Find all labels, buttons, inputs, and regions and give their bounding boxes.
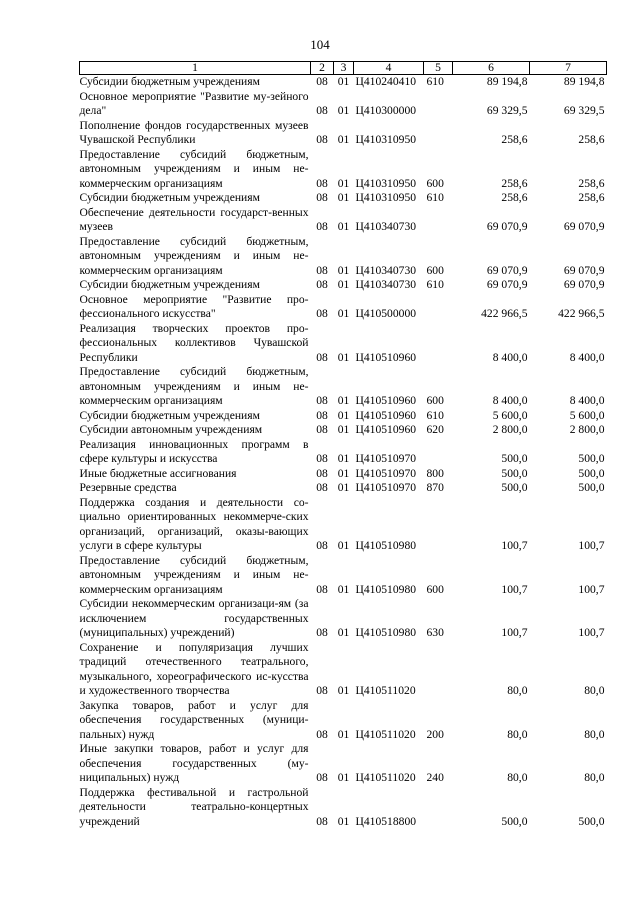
row-amount-1: 80,0 xyxy=(507,771,528,784)
row-target-article: Ц410511020 xyxy=(355,771,416,784)
table-row xyxy=(80,293,607,322)
row-amount-1: 258,6 xyxy=(501,176,528,190)
row-amount-2: 89 194,8 xyxy=(563,75,605,88)
row-target-article: Ц410510980 xyxy=(355,582,417,596)
page-number: 104 xyxy=(310,37,330,52)
header-col-2: 2 xyxy=(311,62,334,75)
row-name: Предоставление субсидий бюджетным, автономным учреждениям и иным не-коммерческим организациям xyxy=(79,234,309,277)
row-amount-1: 2 800,0 xyxy=(492,423,528,436)
row-target-article: Ц410310950 xyxy=(355,191,417,204)
row-amount-1: 100,7 xyxy=(501,626,528,639)
row-amount-1: 69 070,9 xyxy=(486,278,528,291)
row-amount-1: 500,0 xyxy=(501,466,528,480)
row-amount-2: 80,0 xyxy=(584,771,605,784)
row-subsection: 01 xyxy=(337,481,350,494)
table-row xyxy=(80,235,607,279)
row-subsection: 01 xyxy=(337,350,350,364)
row-subsection: 01 xyxy=(337,727,350,741)
table-body xyxy=(80,75,607,830)
row-name: Субсидии бюджетным учреждениям xyxy=(79,408,260,422)
row-amount-1: 8 400,0 xyxy=(492,350,528,364)
row-target-article: Ц410300000 xyxy=(355,104,417,117)
row-subsection: 01 xyxy=(337,408,350,422)
row-subsection: 01 xyxy=(337,626,350,639)
row-name: Сохранение и популяризация лучших традиций отечественного театрального, музыкального, хореографического ис-кусства и художественного творчества xyxy=(79,640,309,697)
row-section: 08 xyxy=(316,727,328,741)
table-row xyxy=(80,481,607,496)
row-target-article: Ц410510960 xyxy=(355,350,417,364)
row-subsection: 01 xyxy=(337,452,350,465)
row-name: Субсидии бюджетным учреждениям xyxy=(79,278,260,291)
header-row xyxy=(80,62,607,75)
row-target-article: Ц410510970 xyxy=(355,481,417,494)
header-col-1: 1 xyxy=(80,62,311,75)
table-row xyxy=(80,597,607,641)
table-row xyxy=(80,496,607,554)
header-col-7: 7 xyxy=(530,62,607,75)
row-expense-type xyxy=(424,438,453,467)
row-name: Закупка товаров, работ и услуг для обеспечения государственных (муници-пальных) нужд xyxy=(79,698,309,741)
row-section: 08 xyxy=(316,452,328,465)
row-section: 08 xyxy=(316,75,328,88)
row-amount-1: 8 400,0 xyxy=(492,394,528,407)
row-amount-1: 69 070,9 xyxy=(486,220,528,233)
row-amount-1: 80,0 xyxy=(507,727,528,741)
table-row xyxy=(80,554,607,598)
table-row xyxy=(80,90,607,119)
row-target-article: Ц410510960 xyxy=(355,408,417,422)
row-section: 08 xyxy=(316,481,328,494)
row-expense-type xyxy=(424,786,453,830)
table-row xyxy=(80,75,607,90)
row-name: Обеспечение деятельности государст-венных музеев xyxy=(79,205,309,233)
row-expense-type: 610 xyxy=(426,75,444,88)
row-subsection: 01 xyxy=(337,133,350,146)
row-section: 08 xyxy=(316,394,328,407)
row-amount-2: 258,6 xyxy=(578,191,605,204)
row-section: 08 xyxy=(316,684,328,697)
table-row xyxy=(80,423,607,438)
row-name: Основное мероприятие "Развитие му-зейного дела" xyxy=(79,89,309,117)
row-amount-2: 69 070,9 xyxy=(563,220,605,233)
row-amount-2: 80,0 xyxy=(584,684,605,697)
row-amount-1: 500,0 xyxy=(501,814,528,828)
row-section: 08 xyxy=(316,539,328,552)
table-row xyxy=(80,322,607,366)
table-row xyxy=(80,438,607,467)
row-amount-1: 80,0 xyxy=(507,684,528,697)
row-expense-type: 240 xyxy=(426,771,444,784)
row-amount-2: 500,0 xyxy=(578,814,605,828)
row-amount-2: 69 070,9 xyxy=(563,263,605,277)
row-subsection: 01 xyxy=(337,684,350,697)
row-section: 08 xyxy=(316,133,328,146)
row-subsection: 01 xyxy=(337,423,350,436)
table-row xyxy=(80,699,607,743)
table-row xyxy=(80,148,607,192)
row-amount-2: 500,0 xyxy=(578,452,605,465)
row-subsection: 01 xyxy=(337,220,350,233)
row-name: Субсидии бюджетным учреждениям xyxy=(79,75,260,88)
row-expense-type: 610 xyxy=(426,278,444,291)
row-subsection: 01 xyxy=(337,263,350,277)
row-section: 08 xyxy=(316,278,328,291)
row-section: 08 xyxy=(316,191,328,204)
row-name: Реализация инновационных программ в сфере культуры и искусства xyxy=(79,437,309,465)
table-row xyxy=(80,742,607,786)
row-name: Иные закупки товаров, работ и услуг для обеспечения государственных (му-ниципальных) нужд xyxy=(79,742,309,784)
row-name: Субсидии автономным учреждениям xyxy=(79,423,263,436)
row-target-article: Ц410511020 xyxy=(355,684,416,697)
row-amount-2: 69 070,9 xyxy=(563,278,605,291)
row-expense-type: 200 xyxy=(426,727,444,741)
table-row xyxy=(80,278,607,293)
row-amount-1: 500,0 xyxy=(501,452,528,465)
row-amount-2: 422 966,5 xyxy=(558,307,605,320)
row-subsection: 01 xyxy=(337,394,350,407)
row-expense-type xyxy=(424,322,453,366)
row-amount-2: 8 400,0 xyxy=(569,394,605,407)
row-target-article: Ц410310950 xyxy=(355,133,417,146)
row-name: Поддержка фестивальной и гастрольной деятельности театрально-концертных учреждений xyxy=(79,785,309,828)
header-col-4: 4 xyxy=(354,62,424,75)
row-amount-2: 258,6 xyxy=(578,176,605,190)
row-expense-type xyxy=(424,293,453,322)
row-section: 08 xyxy=(316,350,328,364)
row-amount-2: 100,7 xyxy=(578,582,605,596)
row-section: 08 xyxy=(316,466,328,480)
row-target-article: Ц410510970 xyxy=(355,452,417,465)
row-expense-type xyxy=(424,641,453,699)
table-row xyxy=(80,409,607,424)
row-amount-2: 500,0 xyxy=(578,466,605,480)
row-expense-type: 600 xyxy=(426,394,444,407)
header-col-5: 5 xyxy=(424,62,453,75)
row-amount-2: 258,6 xyxy=(578,133,605,146)
row-expense-type xyxy=(424,119,453,148)
row-subsection: 01 xyxy=(337,75,350,88)
row-amount-2: 100,7 xyxy=(578,539,605,552)
row-amount-1: 69 070,9 xyxy=(486,263,528,277)
table-row xyxy=(80,119,607,148)
table-row xyxy=(80,365,607,409)
table-row xyxy=(80,206,607,235)
row-section: 08 xyxy=(316,582,328,596)
row-expense-type xyxy=(424,496,453,554)
row-section: 08 xyxy=(316,408,328,422)
row-target-article: Ц410340730 xyxy=(355,278,417,291)
row-amount-1: 100,7 xyxy=(501,539,528,552)
row-target-article: Ц410511020 xyxy=(355,727,416,741)
row-subsection: 01 xyxy=(337,814,350,828)
row-amount-2: 8 400,0 xyxy=(569,350,605,364)
row-amount-2: 80,0 xyxy=(584,727,605,741)
row-target-article: Ц410340730 xyxy=(355,220,417,233)
row-target-article: Ц410510960 xyxy=(355,423,417,436)
row-amount-1: 89 194,8 xyxy=(486,75,528,88)
row-section: 08 xyxy=(316,104,328,117)
row-name: Предоставление субсидий бюджетным, автономным учреждениям и иным не-коммерческим организациям xyxy=(79,365,309,407)
row-target-article: Ц410510970 xyxy=(355,466,417,480)
table-row xyxy=(80,191,607,206)
row-section: 08 xyxy=(316,263,328,277)
row-expense-type: 600 xyxy=(426,582,444,596)
row-target-article: Ц410500000 xyxy=(355,307,417,320)
row-subsection: 01 xyxy=(337,771,350,784)
row-target-article: Ц410510960 xyxy=(355,394,417,407)
row-name: Предоставление субсидий бюджетным, автономным учреждениям и иным не-коммерческим организациям xyxy=(79,553,309,596)
budget-table xyxy=(79,61,607,829)
row-expense-type: 630 xyxy=(426,626,444,639)
row-section: 08 xyxy=(316,771,328,784)
row-section: 08 xyxy=(316,423,328,436)
row-expense-type: 800 xyxy=(426,466,444,480)
row-expense-type: 600 xyxy=(426,176,444,190)
table-row xyxy=(80,786,607,830)
row-name: Основное мероприятие "Развитие про-фессионального искусства" xyxy=(79,292,309,320)
row-target-article: Ц410340730 xyxy=(355,263,417,277)
row-amount-1: 69 329,5 xyxy=(486,104,528,117)
row-expense-type xyxy=(424,90,453,119)
row-subsection: 01 xyxy=(337,104,350,117)
row-expense-type xyxy=(424,206,453,235)
row-expense-type: 620 xyxy=(426,423,444,436)
row-amount-1: 258,6 xyxy=(501,191,528,204)
row-subsection: 01 xyxy=(337,278,350,291)
row-name: Субсидии бюджетным учреждениям xyxy=(79,191,260,204)
row-amount-2: 500,0 xyxy=(578,481,605,494)
header-col-6: 6 xyxy=(453,62,530,75)
row-section: 08 xyxy=(316,626,328,639)
row-amount-2: 69 329,5 xyxy=(563,104,605,117)
row-target-article: Ц410240410 xyxy=(355,75,417,88)
row-name: Реализация творческих проектов про-фессиональных коллективов Чувашской Республики xyxy=(79,321,309,364)
row-expense-type: 870 xyxy=(426,481,444,494)
row-subsection: 01 xyxy=(337,307,350,320)
row-expense-type: 610 xyxy=(426,191,444,204)
row-name: Резервные средства xyxy=(79,481,177,494)
table-row xyxy=(80,467,607,482)
row-subsection: 01 xyxy=(337,539,350,552)
header-col-3: 3 xyxy=(334,62,354,75)
table-row xyxy=(80,641,607,699)
row-section: 08 xyxy=(316,220,328,233)
row-target-article: Ц410310950 xyxy=(355,176,417,190)
row-subsection: 01 xyxy=(337,176,350,190)
row-name: Предоставление субсидий бюджетным, автономным учреждениям и иным не-коммерческим организациям xyxy=(79,147,309,190)
row-name: Пополнение фондов государственных музеев Чувашской Республики xyxy=(79,118,309,146)
row-amount-1: 422 966,5 xyxy=(481,307,528,320)
row-amount-1: 5 600,0 xyxy=(492,408,528,422)
row-expense-type: 600 xyxy=(426,263,444,277)
row-amount-2: 100,7 xyxy=(578,626,605,639)
row-section: 08 xyxy=(316,307,328,320)
row-subsection: 01 xyxy=(337,191,350,204)
row-name: Поддержка создания и деятельности со-циально ориентированных некоммерче-ских организаций, организаций, оказы-вающих услуги в сфере культуры xyxy=(79,495,309,552)
row-target-article: Ц410510980 xyxy=(355,626,417,639)
row-target-article: Ц410518800 xyxy=(355,814,417,828)
row-target-article: Ц410510980 xyxy=(355,539,417,552)
row-name: Иные бюджетные ассигнования xyxy=(79,466,237,480)
row-amount-1: 500,0 xyxy=(501,481,528,494)
row-section: 08 xyxy=(316,814,328,828)
row-amount-2: 2 800,0 xyxy=(569,423,605,436)
row-amount-1: 100,7 xyxy=(501,582,528,596)
row-name: Субсидии некоммерческим организаци-ям (за исключением государственных (муниципальных) учреждений) xyxy=(79,597,309,639)
row-amount-1: 258,6 xyxy=(501,133,528,146)
row-subsection: 01 xyxy=(337,582,350,596)
row-section: 08 xyxy=(316,176,328,190)
row-amount-2: 5 600,0 xyxy=(569,408,605,422)
row-expense-type: 610 xyxy=(426,408,444,422)
row-subsection: 01 xyxy=(337,466,350,480)
